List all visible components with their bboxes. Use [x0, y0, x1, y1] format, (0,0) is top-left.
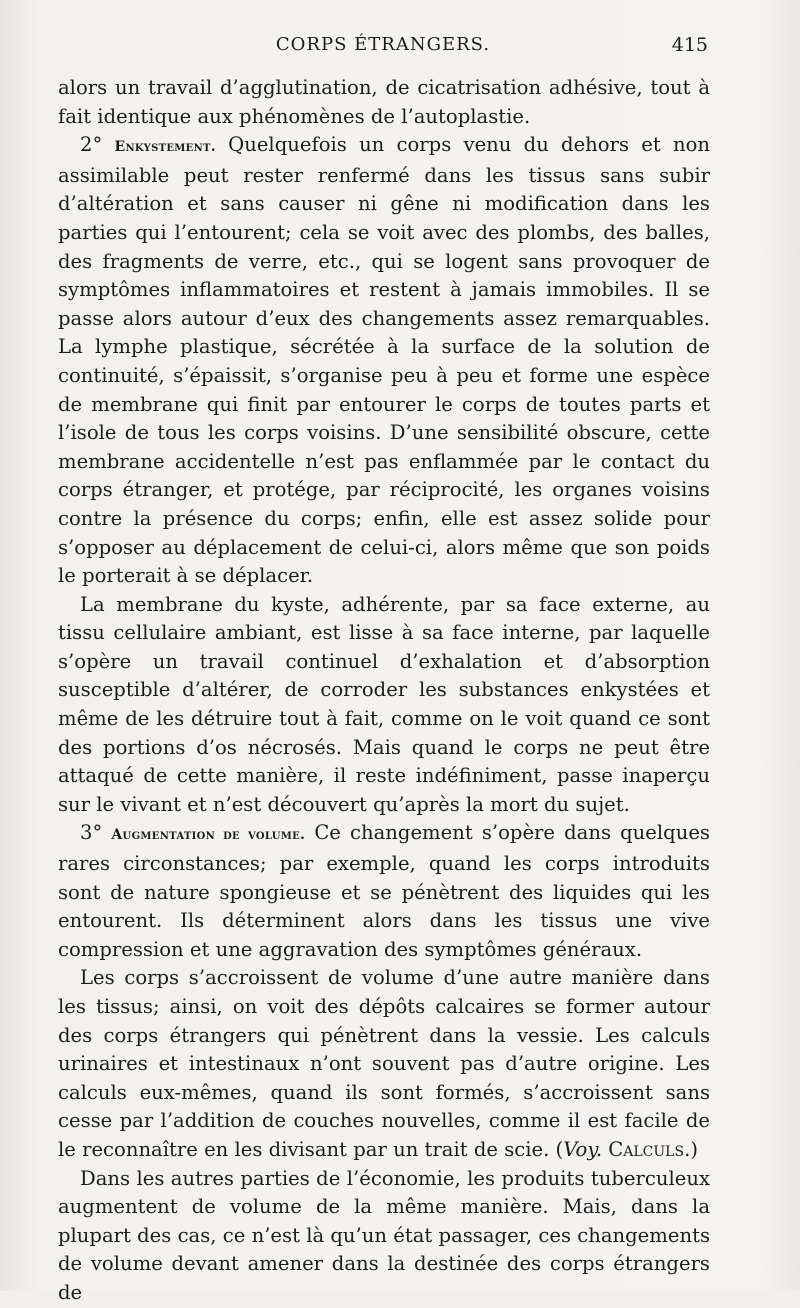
section-heading-enkystement: Enkystement.	[114, 139, 216, 156]
paragraph-text: Les corps s’accroissent de volume d’une autre manière dans les tissus; ainsi, on voit des dépôts calcaires se former autour des corps étrangers qui pénètrent dans la vessie. Les calculs urinaires et intestinaux n’ont souvent pas d’autre origine. Les calculs eux-mêmes, quand ils sont formés, s’accroissent sans cesse par l’addition de couches nouvelles, comme il est facile de le reconnaître en les divisant par un trait de scie. (	[58, 966, 710, 1161]
cross-reference: Calculs.	[602, 1137, 691, 1161]
section-number: 2°	[80, 133, 103, 157]
section-number: 3°	[80, 821, 103, 845]
paragraph-kyste: La membrane du kyste, adhérente, par sa face externe, au tissu cellulaire ambiant, est lisse à sa face interne, par laquelle s’opère un travail continuel d’exhalation et d’absorption susceptible d’altérer, de corroder les substances enkystées et même de les détruire tout à fait, comme on le voit quand ce sont des portions d’os nécrosés. Mais quand le corps ne peut être attaqué de cette manière, il reste indéfiniment, passe inaperçu sur le vivant et n’est découvert qu’après la mort du sujet.	[58, 592, 710, 816]
paragraph-text: Ce changement s’opère dans quelques rares circonstances; par exemple, quand les corps introduits sont de nature spongieuse et se pénètrent des liquides qui les entourent. Ils déterminent alors dans les tissus une vive compression et une aggravation des symptômes généraux.	[58, 821, 710, 961]
paragraph-calculs	[58, 964, 710, 1164]
running-title: CORPS ÉTRANGERS.	[275, 34, 491, 55]
paragraph-augmentation	[58, 819, 710, 964]
paragraph-text: Quelquefois un corps venu du dehors et non assimilable peut rester renfermé dans les tissus sans subir d’altération et sans causer ni gêne ni modification dans les parties qui l’entourent; cela se voit avec des plombs, des balles, des fragments de verre, etc., qui se logent sans provoquer de symptômes inflammatoires et restent à jamais immobiles. Il se passe alors autour d’eux des changements assez remarquables. La lymphe plastique, sécrétée à la surface de la solution de continuité, s’épaissit, s’organise peu à peu et forme une espèce de membrane qui finit par entourer le corps de toutes parts et l’isole de tous les corps voisins. D’une sensibilité obscure, cette membrane accidentelle n’est pas enflammée par le contact du corps étranger, et protége, par réciprocité, les organes voisins contre la présence du corps; enfin, elle est assez solide pour s’opposer au déplacement de celui-ci, alors même que son poids le porterait à se déplacer.	[58, 133, 710, 588]
paragraph-tuberculeux: Dans les autres parties de l’économie, les produits tuberculeux augmentent de volume de la même manière. Mais, dans la plupart des cas, ce n’est là qu’un état passager, ces changements de volume devant amener dans la destinée des corps étrangers de	[58, 1166, 710, 1304]
closing-paren: )	[690, 1137, 698, 1161]
paragraph-enkystement	[58, 131, 710, 591]
section-heading-augmentation: Augmentation de volume.	[111, 827, 306, 844]
voy-abbrev: Voy.	[563, 1137, 603, 1161]
body-text	[58, 74, 710, 1308]
page-number: 415	[671, 34, 708, 56]
paragraph-continuation: alors un travail d’agglutination, de cicatrisation adhésive, tout à fait identique aux phénomènes de l’autoplastie.	[58, 76, 710, 128]
running-head	[58, 34, 708, 60]
